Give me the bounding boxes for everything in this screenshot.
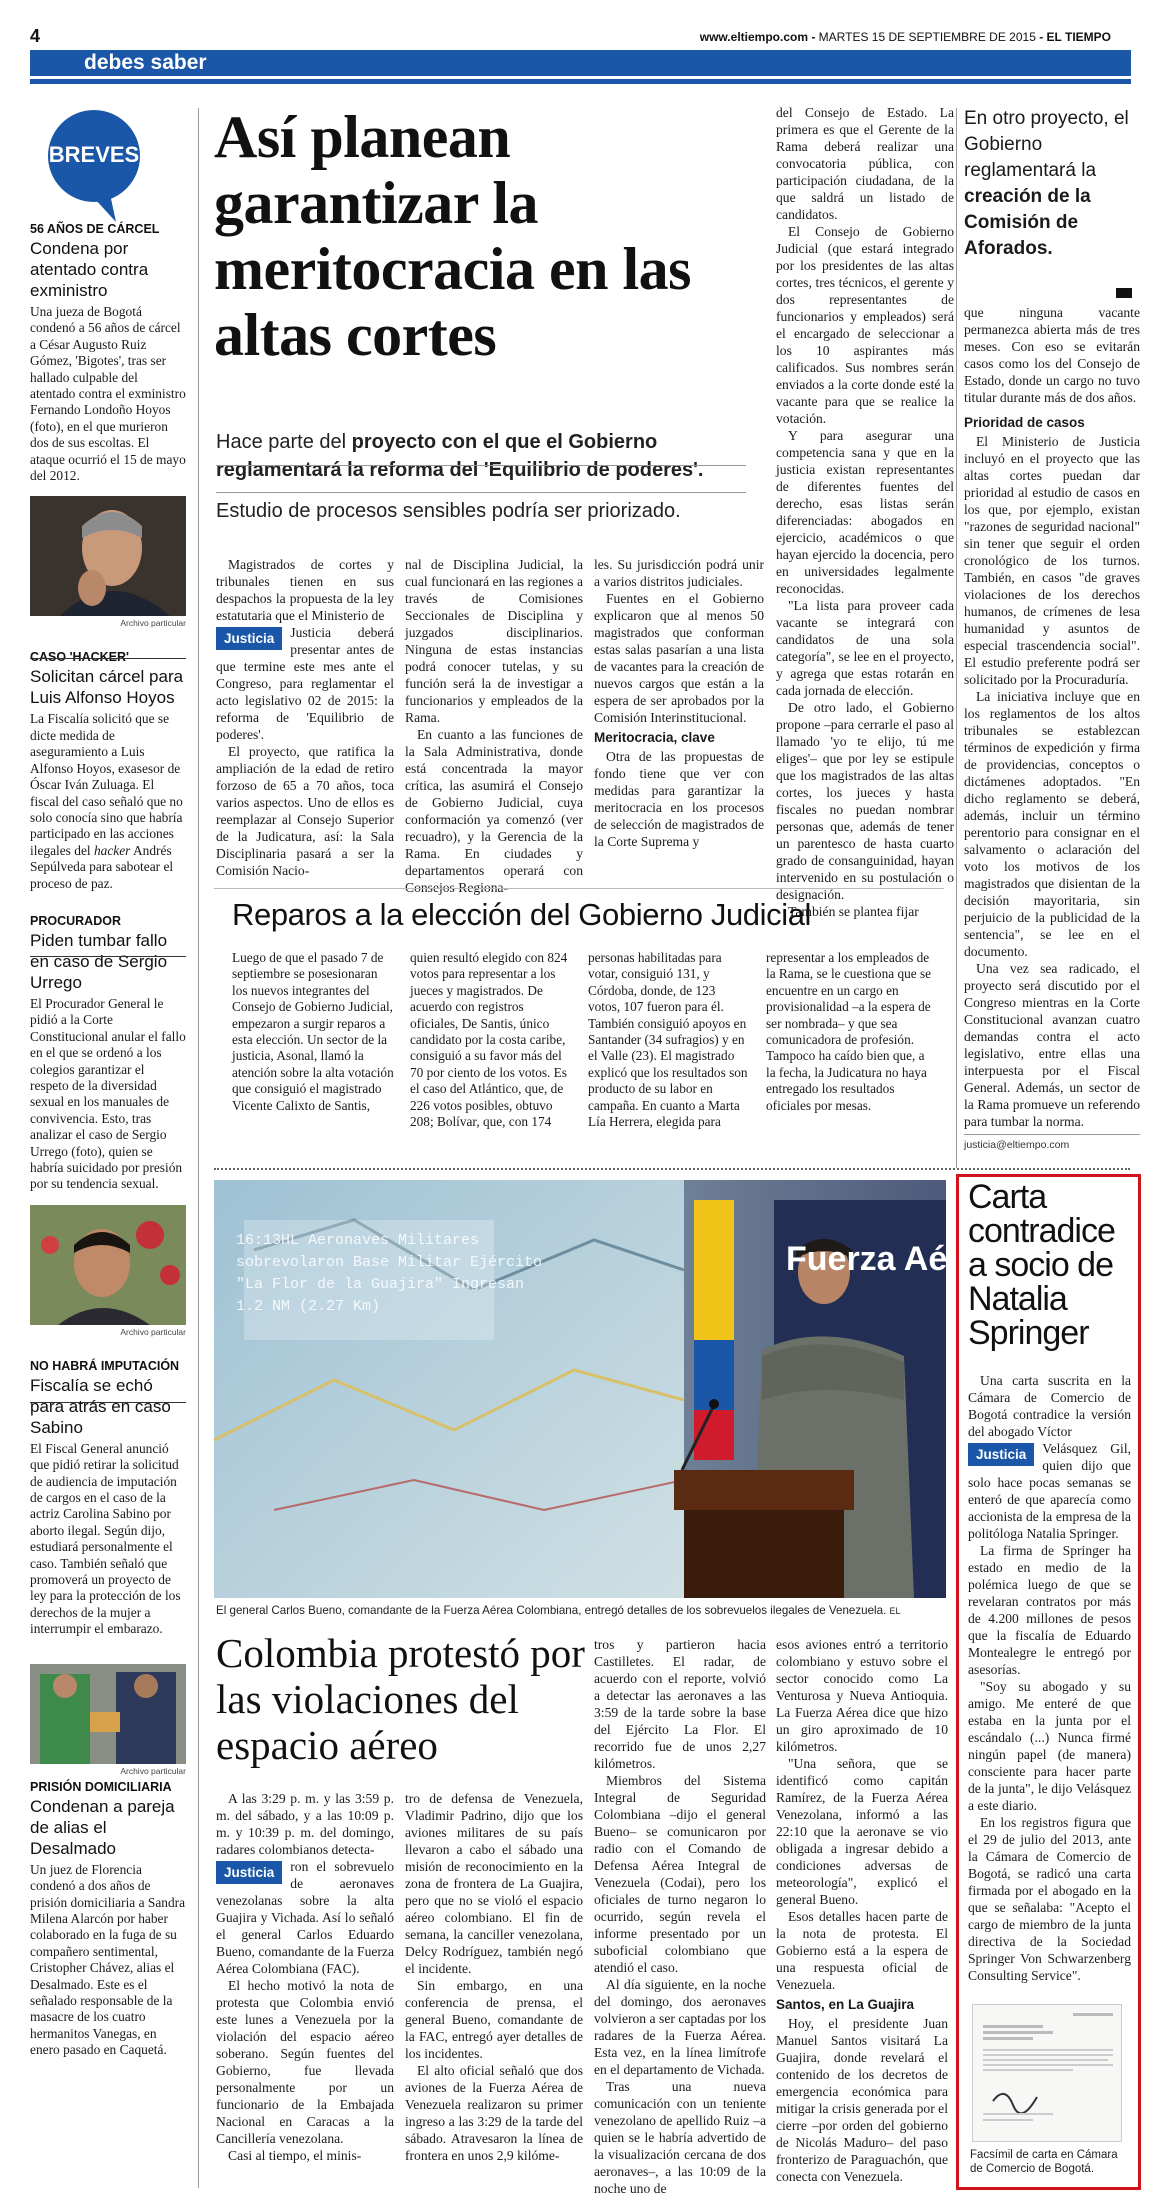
second-subhead: Santos, en La Guajira	[776, 1997, 915, 2012]
photo-credit: Archivo particular	[120, 618, 186, 629]
main-paragraph: Magistrados de cortes y tribunales tienen en sus despachos la propuesta de la ley estatutaria que el Ministerio de	[216, 557, 394, 623]
breve-item	[30, 222, 186, 628]
main-paragraph: El proyecto, que ratifica la ampliación de la edad de retiro forzoso de 65 a 70 años, toca varios aspectos. Uno de ellos es reemplazar al Consejo Superior de la Judicatura, así: la Sala Disciplinaria pasará a ser la Comisión Nacio-	[216, 744, 394, 878]
second-paragraph-text: ron el sobrevuelo de aeronaves venezolanas sobre la alta Guajira y Vichada. Así lo señaló el general Carlos Eduardo Bueno, comandante de la Fuerza Aérea Colombiana (FAC).	[216, 1859, 394, 1976]
second-paragraph: Casi al tiempo, el minis-	[228, 2148, 362, 2163]
masthead-date: MARTES 15 DE SEPTIEMBRE DE 2015	[818, 30, 1036, 44]
section-name: debes saber	[84, 51, 207, 74]
screen-line: sobrevolaron Base Militar Ejército	[236, 1254, 543, 1271]
second-paragraph: "Una señora, que se identificó como capitán Ramírez, de la Fuerza Aérea Venezolana, informó a las 22:10 que la aeronave se vio obligada a ingresar debido a condiciones adversas de meteorología", explicó el general Bueno.	[776, 1756, 948, 1907]
second-col-3	[594, 1636, 766, 2197]
person-portrait-icon	[30, 1205, 186, 1325]
breve-title: Condenan a pareja de alias el Desalmado	[30, 1796, 175, 1858]
main-paragraph-text: Justicia deberá presentar antes de que termine este mes ante el Congreso, para reglamentar el acto legislativo 02 de 2015: la reforma de 'Equilibrio de poderes'.	[216, 625, 394, 742]
pull-quote-plain: En otro proyecto, el Gobierno reglamentará la	[964, 108, 1129, 181]
page-number: 4	[30, 26, 41, 46]
second-paragraph: A las 3:29 p. m. y las 3:59 p. m. del sábado, y a las 10:09 p. m. y 10:39 p. m. del domingo, radares colombianos detecta-	[216, 1791, 394, 1857]
main-deck-line2: Estudio de procesos sensibles podría ser priorizado.	[216, 500, 681, 522]
main-paragraph: Una vez sea radicado, el proyecto será discutido por el Congreso mientras en la Corte Constitucional avanzan cuatro demandas contra el acto legislativo, entre ellas una interpuesta por el Fiscal General. Además, un sector de la Rama promueve un referendo para tumbar la norma.	[964, 961, 1140, 1129]
second-col-4	[776, 1636, 948, 2185]
breve-item	[30, 914, 186, 1337]
boxed-paragraph: "Soy su abogado y su amigo. Me enteré de que estaba en la junta por el escándalo (...) Nunca firmé ningún papel (de manera) consciente para hacer parte de la junta", le dijo Velásquez a este diario.	[968, 1679, 1131, 1813]
boxed-paragraph: Una carta suscrita en la Cámara de Comercio de Bogotá contradice la versión del abogado Víctor	[968, 1373, 1131, 1439]
second-paragraph: Al día siguiente, en la noche del domingo, dos aeronaves volvieron a ser captadas por los radares de la Fuerza Aérea. Esta vez, en la línea limítrofe en el departamento de Vichada.	[594, 1977, 766, 2077]
section-bar-rule	[30, 79, 1131, 84]
main-col-5	[964, 304, 1140, 1154]
main-col-1	[216, 556, 394, 879]
main-paragraph: Otra de las propuestas de fondo tiene que ver con medidas para garantizar la meritocracia en los procesos de selección de magistrados de la Corte Suprema y	[594, 749, 764, 849]
main-paragraph: del Consejo de Estado. La primera es que el Gerente de la Rama deberá realizar una convocatoria pública, con participación ciudadana, de la que saldrá un listado de candidatos.	[776, 105, 954, 222]
second-paragraph: Sin embargo, en una conferencia de prensa, el general Bueno, comandante de la FAC, entregó ayer detalles de los incidentes.	[405, 1978, 583, 2061]
column-rule	[198, 108, 199, 2188]
main-deck-plain: Hace parte del	[216, 431, 352, 453]
breve-body: Un juez de Florencia condenó a dos años de prisión domiciliaria a Sandra Milena Alarcón por haber colaborado en la fuga de su compañero sentimental, Cristopher Chávez, alias el Desalmado. Este es el señalado responsable de la masacre de los cuatro hermanitos Vanegas, en enero pasado en Caquetá.	[30, 1861, 186, 2058]
photo-caption	[216, 1604, 946, 1617]
second-col-1	[216, 1790, 394, 2164]
main-subhead: Prioridad de casos	[964, 415, 1085, 430]
breve-title: Solicitan cárcel para Luis Alfonso Hoyos	[30, 667, 184, 708]
second-paragraph: Hoy, el presidente Juan Manuel Santos visitará La Guajira, donde revelará el contenido de los decretos de emergencia económica para mitigar la crisis generada por el cierre –por orden del gobierno de Nicolás Maduro– del paso fronterizo de Paraguachón, que conecta con Venezuela.	[776, 2016, 948, 2184]
photo-urrego	[30, 1205, 186, 1325]
masthead	[700, 30, 1111, 44]
breve-divider	[30, 1402, 186, 1403]
justicia-badge: Justicia	[216, 627, 282, 650]
screen-overlay-text	[236, 1230, 542, 1318]
boxed-paragraph: La firma de Springer ha estado en medio de la polémica luego de que se revelaran contratos por más de 4.200 millones de pesos que la fiscalía de Eduardo Montealegre le entregó por asesorías.	[968, 1543, 1131, 1677]
masthead-sep-2: -	[1035, 30, 1047, 44]
breve-item	[30, 650, 186, 891]
main-paragraph: nal de Disciplina Judicial, la cual funcionará en las regiones a través de Comisiones Seccionales de Disciplina y juzgados disciplinarios. Ninguna de estas instancias podrá conocer tutelas, y su función será la de investigar a funcionarios y empleados de la Rama.	[405, 557, 583, 725]
breve-body	[30, 711, 186, 891]
photo-credit: EL	[889, 1606, 901, 1616]
main-col-3	[594, 556, 764, 850]
screen-line: 16:13HL Aeronaves Militares	[236, 1232, 480, 1249]
breves-badge	[46, 108, 142, 204]
second-paragraph: esos aviones entró a territorio colombiano y estuvo sobre el sector conocido como La Venturosa y Nueva Antioquia. La Fuerza Aérea dice que hizo un giro aproximado de 10 kilómetros.	[776, 1637, 948, 1754]
facsimile-caption: Facsímil de carta en Cámara de Comercio de Bogotá.	[970, 2149, 1118, 2175]
main-col-4	[776, 104, 954, 920]
second-paragraph: El hecho motivó la nota de protesta que Colombia envió este lunes a Venezuela por la violación del espacio aéreo soberano. Según fuentes del Gobierno, fue llevada personalmente por un funcionario de la Embajada Nacional en Caracas a la Cancillería venezolana.	[216, 1978, 394, 2146]
sidebar-headline: Reparos a la elección del Gobierno Judicial	[232, 897, 812, 932]
arrest-photo-icon	[30, 1664, 186, 1764]
facsimile-letter	[972, 2004, 1122, 2142]
breve-divider	[30, 658, 186, 659]
main-paragraph: En cuanto a las funciones de la Sala Administrativa, donde está concentrada la mayor crítica, las asumirá el Consejo de Gobierno Judicial, cuya conformación ya comenzó (ver recuadro), y la Gerencia de la Rama. En ciudades y departamentos operará con Consejos Regiona-	[405, 727, 583, 895]
breve-item	[30, 1359, 186, 1638]
main-paragraph: De otro lado, el Gobierno propone –para cerrarle el paso al llamado 'yo te elijo, tú me eliges'– que por ley se estipule que los magistrados de las altas cortes, los jueces y hasta fiscales no puedan nombrar personas que, además de tener un parentesco de hasta cuarto grado de consanguinidad, hayan intervenido en su postulación o designación.	[776, 700, 954, 902]
screen-line: 1.2 NM (2.27 Km)	[236, 1298, 381, 1315]
breve-body-italic: hacker	[93, 842, 131, 858]
breve-kicker: CASO 'HACKER'	[30, 650, 130, 665]
section-dotted-rule	[214, 1168, 1130, 1170]
second-paragraph: tros y partieron hacia Castilletes. El radar, de acuerdo con el reporte, volvió a detectar las aeronaves a las 3:59 de la tarde sobre la base del Ejército La Flor. El recorrido fue de unos 2,27 kilómetros.	[594, 1637, 766, 1771]
pull-quote-bold: creación de la Comisión de Aforados.	[964, 186, 1091, 259]
masthead-sep-1: -	[808, 30, 819, 44]
main-deck	[216, 428, 746, 484]
photo-credit: Archivo particular	[120, 1326, 186, 1337]
main-paragraph: El Ministerio de Justicia incluyó en el proyecto que las altas cortes puedan dar prioridad al estudio de casos en los que, por ejemplo, existan "razones de seguridad nacional" sin tener que seguir el orden cronológico de los turnos. También, en casos "de graves violaciones de los derechos humanos, de crímenes de lesa humanidad y asuntos de especial trascendencia social". El estudio preferente podrá ser solicitado por la Procuraduría.	[964, 434, 1140, 687]
author-email[interactable]: justicia@eltiempo.com	[964, 1134, 1140, 1154]
person-portrait-icon	[30, 496, 186, 616]
main-paragraph	[216, 624, 394, 743]
main-deck-bold: proyecto con el que el Gobierno reglamentará la reforma del 'Equilibrio de poderes'.	[216, 431, 704, 481]
second-col-2	[405, 1790, 583, 2164]
second-headline: Colombia protestó por las violaciones del espacio aéreo	[216, 1630, 585, 1768]
main-paragraph: El Consejo de Gobierno Judicial (que estará integrado por los presidentes de las altas cortes, tres técnicos, el gerente y dos representantes de funcionarios y empleados) será el encargado de seleccionar a los 10 aspirantes más calificados. Sus nombres serán enviados a la corte donde esté la vacante para que se realice la votación.	[776, 224, 954, 426]
boxed-body	[968, 1372, 1131, 1984]
breve-kicker: NO HABRÁ IMPUTACIÓN	[30, 1358, 180, 1373]
masthead-site[interactable]: www.eltiempo.com	[699, 30, 808, 44]
column-rule	[956, 108, 957, 1168]
second-paragraph: El alto oficial señaló que dos aviones de la Fuerza Aérea de Venezuela realizaron su primer ingreso a las 3:29 de la tarde del sábado. Atravesaron la línea de frontera en unos 2,9 kilóme-	[405, 2063, 583, 2163]
breves-label: BREVES	[48, 142, 140, 167]
masthead-paper: EL TIEMPO	[1046, 30, 1111, 44]
breve-title: Fiscalía se echó para atrás en caso Sabino	[30, 1375, 171, 1437]
main-paragraph: Fuentes en el Gobierno explicaron que al menos 50 magistrados que conforman estas salas pasarían a una lista de vacantes para la creación de nuevos cargos que están a la espera de ser aprobados por la Comisión Interinstitucional.	[594, 591, 764, 725]
photo-detenido	[30, 1664, 186, 1764]
second-paragraph: tro de defensa de Venezuela, Vladimir Padrino, dijo que los aviones militares de su país llevaron a cabo el sábado una misión de reconocimiento en la zona de frontera de La Guajira, pero que no se violó el espacio aéreo colombiano. El fin de semana, la canciller venezolana, Delcy Rodríguez, también negó el incidente.	[405, 1791, 583, 1976]
main-paragraph: Y para asegurar una competencia sana y que en la justicia existan representantes de diferentes fuentes del derecho, esas listas serán diferenciadas: abogados en ejercicio, académicos o que hayan ejercido la docencia, pero en universidades legalmente reconocidas.	[776, 428, 954, 596]
screen-line: "La Flor de la Guajira" Ingresan	[236, 1276, 525, 1293]
main-col-2	[405, 556, 583, 896]
second-paragraph	[216, 1858, 394, 1977]
breve-body: El Procurador General le pidió a la Corte Constitucional anular el fallo en el que se ordenó a los colegios garantizar el respeto de la diversidad sexual en los manuales de convivencia. Esto, tras analizar el caso de Sergio Urrego (foto), quien se habría suicidado por presión por su tendencia sexual.	[30, 995, 186, 1192]
boxed-paragraph: En los registros figura que el 29 de julio del 2013, ante la Cámara de Comercio de Bogotá, se radicó una carta firmada por el abogado en la que se señalaba: "Acepto el cargo de miembro de la junta directiva de la Sociedad Springer Von Schwarzenberg Consulting Service".	[968, 1815, 1131, 1983]
sidebar-top-rule	[214, 888, 944, 889]
deck-rule	[216, 465, 746, 466]
main-paragraph: La iniciativa incluye que en los reglamentos de los altos tribunales se establezcan términos de expedición y firma de providencias, conceptos o dictámenes adoptados. "En dicho reglamento se deberá, además, incluir un término perentorio para consignar en el salvamento o aclaración del voto los motivos de los magistrados que disientan de la decisión mayoritaria, sin perjuicio de la publicidad de la sentencia", se lee en el documento.	[964, 689, 1140, 959]
letter-document-icon	[973, 2005, 1123, 2143]
main-paragraph: que ninguna vacante permanezca abierta más de tres meses. Con eso se evitarán casos como los del Consejo de Estado, donde un cargo no tuvo titular durante más de dos años.	[964, 305, 1140, 405]
breve-body-start: La Fiscalía solicitó que se dicte medida de aseguramiento a Luis Alfonso Hoyos, exasesor de Óscar Iván Zuluaga. El fiscal del caso señaló que no solo conocía sino que habría participado en las acciones ilegales del	[30, 711, 183, 858]
breve-title: Condena por atentado contra exministro	[30, 239, 149, 300]
breve-body-end: Andrés Sepúlveda para sabotear el proceso de paz.	[30, 842, 174, 891]
main-paragraph: También se plantea fijar	[788, 904, 919, 919]
sidebar-col: quien resultó elegido con 824 votos para representar a los jueces y magistrados. De acuerdo con registros oficiales, De Santis, único candidato por la costa caribe, consiguió a su favor más del 70 por ciento de los votos. Es el caso del Atlántico, que, de 226 votos posibles, obtuvo 208; Bolívar, que, con 174	[410, 950, 568, 1130]
pull-quote	[964, 106, 1140, 262]
main-paragraph: les. Su jurisdicción podrá unir a varios distritos judiciales.	[594, 557, 764, 589]
breve-body: Una jueza de Bogotá condenó a 56 años de cárcel a César Augusto Ruiz Gómez, 'Bigotes', tras ser hallado culpable del atentado contra el exministro Fernando Londoño Hoyos (foto), en el que murieron dos de sus escoltas. El ataque ocurrió el 15 de mayo del 2012.	[30, 304, 186, 484]
deck-rule	[216, 492, 746, 493]
photo-londono	[30, 496, 186, 616]
breve-kicker: 56 AÑOS DE CÁRCEL	[30, 222, 160, 236]
main-headline: Así planean garantizar la meritocracia en las altas cortes	[214, 104, 691, 368]
banner-text: Fuerza Aérea	[786, 1240, 999, 1278]
second-paragraph: Tras una nueva comunicación con un teniente venezolano de apellido Ruiz –a quien se le habría advertido de la visualización cercana de dos aeronaves–, a las 10:09 de la noche uno de	[594, 2079, 766, 2196]
boxed-headline: Carta contradice a socio de Natalia Springer	[968, 1178, 1115, 1352]
breve-kicker: PRISIÓN DOMICILIARIA	[30, 1779, 172, 1794]
breve-body: El Fiscal General anunció que pidió retirar la solicitud de audiencia de imputación de cargos en el caso de la actriz Carolina Sabino por aborto ilegal. Según dijo, estudiará personalmente el caso. También señaló que promoverá un proyecto de ley para la protección de los derechos de la mujer a interrumpir el embarazo.	[30, 1440, 181, 1637]
sidebar-col: personas habilitadas para votar, consiguió 131, y Córdoba, donde, de 123 votos, 107 fueron para él. También consiguió apoyos en Santander (34 sufragios) y en el Valle (23). El magistrado explicó que los resultados son producto de su labor en campaña. En cuanto a Marta Lía Herrera, elegida para	[588, 950, 748, 1130]
breve-item	[30, 1664, 186, 2059]
photo-credit: Archivo particular	[120, 1765, 186, 1776]
photo-caption-text: El general Carlos Bueno, comandante de la Fuerza Aérea Colombiana, entregó detalles de los sobrevuelos ilegales de Venezuela.	[216, 1604, 887, 1617]
second-paragraph: Miembros del Sistema Integral de Seguridad Colombiana –dijo el general Bueno– se comunicaron por radio con el Comando de Defensa Aérea Integral de Venezuela (Codai), pero los oficiales de turno negaron lo ocurrido, según revela el informe presentado por un suboficial colombiano que atendió el caso.	[594, 1773, 766, 1975]
breve-divider	[30, 956, 186, 957]
sidebar-col: representar a los empleados de la Rama, se le cuestiona que se encuentre en un cargo en provisionalidad –a la espera de ser nombrada– y que sea comunicadora de profesión. Tampoco ha caído bien que, a la fecha, la Judicatura no haya entregado los resultados oficiales por mesas.	[766, 950, 932, 1113]
justicia-badge: Justicia	[216, 1861, 282, 1884]
boxed-paragraph-text: Velásquez Gil, quien dijo que solo hace pocas semanas se enteró de que aparecía como accionista de la empresa de la politóloga Natalia Springer.	[968, 1441, 1131, 1541]
breve-title: Piden tumbar fallo en caso de Sergio Urrego	[30, 930, 168, 992]
main-photo	[214, 1180, 999, 1598]
breves-column	[30, 108, 186, 2059]
main-paragraph: "La lista para proveer cada vacante se integrará con candidatos de una sola categoría", se lee en el proyecto, y agrega que estas rotarán en cada jornada de elección.	[776, 598, 954, 698]
sidebar-col: Luego de que el pasado 7 de septiembre se posesionaran los nuevos integrantes del Consejo de Gobierno Judicial, empezaron a surgir reparos a esta elección. Un sector de la justicia, Asonal, llamó la atención sobre la alta votación que consiguió el magistrado Vicente Calixto de Santis,	[232, 950, 394, 1113]
boxed-paragraph	[968, 1440, 1131, 1542]
main-subhead: Meritocracia, clave	[594, 730, 715, 745]
second-paragraph: Esos detalles hacen parte de la nota de protesta. El Gobierno está a la espera de una respuesta oficial de Venezuela.	[776, 1909, 948, 1992]
pull-quote-marker	[1116, 288, 1132, 298]
breve-kicker: PROCURADOR	[30, 913, 121, 928]
justicia-badge: Justicia	[968, 1443, 1034, 1466]
